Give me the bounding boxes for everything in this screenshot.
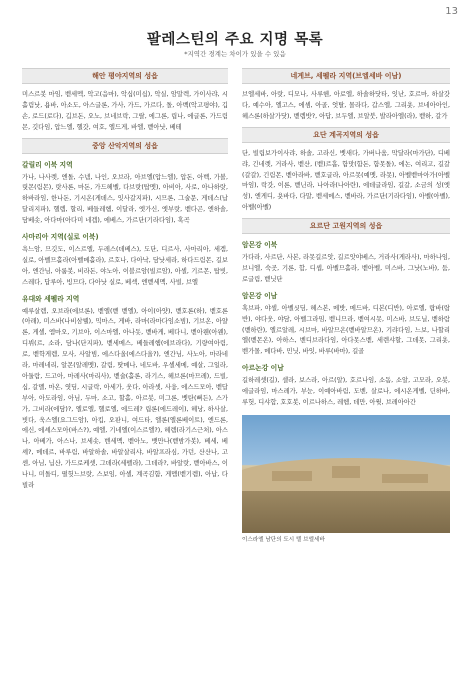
jordan-valley-cities-text: 단, 빌립보가이사랴, 하솔, 고라신, 벳새다, 가버나움, 막달라(마가단), 디베랴, 긴네렛, 거라사, 벧산, (벧)르홉, 함맛(함돈, 함못돌), 에논, 여리고, 길갈(갈갈), 긴림몬, 벧아라바, 벧호글라, 아르못(예멧, 라못), 아벨벧마아가(아벨마임), 락갓, 이론, 벧닌라, 나아라(나아란), 에데글라임, 길갈, 소금의 성(엣성), 엔게디, 욧바다, 다말, 벧세메스, 벧바라, 가르단(기라다임), 아벨(아벨), 아벨(아벨) bbox=[242, 149, 450, 212]
section-heading-coastal: 해안 평야지역의 성읍 bbox=[22, 68, 228, 84]
north-jabbok-cities-text: 가다라, 사르단, 사본, 라못길르앗, 길르앗야베스, 거라사(게라사), 마하나임, 브니엘, 숙곳, 기론, 합, 디셉, 아벨므홀라, 벧아벨, 미스바, 그낫(노바), 둠, 로글림, 벧닛단 bbox=[242, 254, 450, 283]
right-column bbox=[242, 64, 450, 546]
subheading-north-jabbok: 암몬강 이북 bbox=[242, 241, 278, 250]
subheading-judah: 유대와 세펠라 지역 bbox=[22, 294, 80, 303]
title-note: *지역간 경계는 차이가 있을 수 있음 bbox=[184, 50, 286, 58]
subheading-galilee: 갈릴리 이북 지역 bbox=[22, 160, 73, 169]
subheading-south-jabbok: 암몬강 이남 bbox=[242, 291, 278, 300]
section-heading-jordan-valley: 요단 계곡지역의 성읍 bbox=[242, 127, 450, 143]
page-number: 13 bbox=[445, 6, 458, 17]
section-heading-central: 중앙 산악지역의 성읍 bbox=[22, 138, 228, 154]
south-jabbok-cities-text: 혹브파, 야셀, 아벨싯딤, 헤스본, 메밧, 메드바, 디본(디반), 아로엘, 랍바(랍반), 야다웃, 야담, 아벨그라밈, 벧니므라, 벧여시못, 미스바, 브도닐, 벧하람(벧하란), 엘르알레, 시브마, 바알므온(벧바알므온), 기랴다임, 느보, 나할리엘(벧몬온), 아하스, 벤디브라다임, 아다못스벧, 세렌샤할, 그데못, 그리욧, 벤가몰, 메다바, 민닛, 바잇, 바루(바마), 길골 bbox=[242, 304, 450, 356]
left-column bbox=[22, 64, 228, 496]
samaria-cities-text: 욕느암, 므깃도, 이스르엘, 두레스(데베스), 도단, 디르사, 사마리아, 세겜, 실로, 아벨므홀라(아벨메홀라), 르호나, 다아낙, 담낫세라, 하다드림몬, 길보아, 엔간님, 아룸봇, 비라돈, 야노아, 이블르암(빌르암), 아셀, 기르몬, 탑빗, 스레다, 답루아, 빙므다, 다아낫 실로, 베섹, 엔벧세멕, 사빌, 브엘 bbox=[22, 245, 228, 286]
subheading-samaria: 사마리아 지역(실로 이북) bbox=[22, 233, 99, 242]
galilee-cities-text: 가나, 나사렛, 엔돌, 수넴, 나인, 오브라, 아브엘(압느엘), 압돈, 아벡, 가볼, 릿몬(림몬), 랏사론, 마돈, 가드헤벨, 다브랏(탑멧), 아비아, 사로, 아나하랏, 하바라임, 한나돈, 기시온(게데스, 잇사갈지파), 시므론, 그술문, 게데스(납달리지파), 헬렙, 할리, 베들레헴, 이달라, 엣가신, 엣부랏, 벧다곤, 엔하솔, 담베솟, 아다마(아다미 네겝), 에베스, 가르단(기라다임), 혹곡 bbox=[22, 173, 228, 225]
section-heading-negev: 네게브, 세펠라 지역(브엘세바 이남) bbox=[242, 68, 450, 84]
negev-cities-text: 브엘세바, 아랏, 디모나, 사루헨, 아로엘, 하솔하닷타, 잇난, 호르마, 하살갓다, 예수아, 엘고스, 에셈, 아골, 엇탈, 몰라다, 갑스엘, 그리욧, 브네아아인, 헤스론(하살가닷), 벧렙밧?, 아답, 브두엘, 브알붓, 발라아엘(라), 벧하, 갈가 bbox=[242, 91, 450, 120]
tel-beersheba-photo bbox=[242, 415, 450, 533]
section-heading-transjordan: 요르단 고원지역의 성읍 bbox=[242, 218, 450, 234]
south-arnon-cities-text: 길하레셋(길), 셀라, 보스라, 아르(알), 호르나임, 소돔, 소알, 고모라, 오봇, 에글라임, 마스레가, 부눈, 이예아바림, 도벤, 살로나, 에시온게벨, 딘하바, 루헛, 디샤합, 호호봇, 이르나하스, 레헴, 데만, 아윗, 브레아아간 bbox=[242, 377, 450, 406]
photo-caption: 이스라엘 남단의 도시 텔 브엘세바 bbox=[242, 536, 325, 543]
coastal-cities-text: 미스르봇 마임, 벧세멕, 악고(음마), 악십(미십), 악실, 암말렉, 가이사랴, 시홀림낫, 욥바, 아소도, 아스글론, 가사, 가드, 가르다, 돌, 아벡(악고평야), 깁손, 로드(로다), 깁브돈, 오노, 브네브락, 그랄, 에그론, 립나, 에글론, 가드림몬, 깃다임, 압느엘, 헬갓, 여호, 엘드게, 바엘, 벧아낫, 베테 bbox=[22, 91, 228, 131]
subheading-south-arnon: 아르논강 이남 bbox=[242, 364, 284, 373]
judah-cities-text: 예루살렘, 오브라(에브론), 벧엘(벧 벧엘), 아이(아얏), 벧호론(하), 벧호론(아래), 미스바(나비삼웰), 믹마스, 게바, 라마(라마다임소빔), 기브온, 아얄론, 게셀, 엠마오, 기브아, 이스마엘, 아나돗, 벧바게, 베다니, 벧아웬(아웬), 디뷔(르, 소라, 담나(단지파), 벧세메스, 베들레헴(에브라다), 기량여아림, 로, 벧학게렘, 모사, 사알빔, 에스다올(에스다올?), 엔간님, 사노아, 마라네라, 마레네리, 알몬(알레멧), 갈림, 땃메나, 네도바, 우셀세메, 예살, 그일라, 아둘람, 드고아, 마레사(마리사), 벧술(홀론, 라기스, 헤브론(마므레), 드빌, 십, 갈멜, 마온, 엿딤, 시글락, 아세가, 웃다, 아라셋, 사융, 에스드모아, 벧답부아, 아도라임, 아님, 두마, 소고, 할홀, 아르봇, 미그론, 벳탄(뻐든), 스가가, 그비라(에담)?, 엘로엘, 헬로엘, 에드레? 립론(에드레이), 헤낭, 하사살, 빗다, 욱스엘(요그드암), 아킵, 오판니, 여드타, 엘론(엘론베이트), 엔드론, 에신, 에셰스모아(바스?), 예엘, 기네엘(이스르엘?), 헤렘(라기스근처), 아스나, 아베가, 아스나, 브세솟, 벤세멕, 벧아노, 뱃만나(벧밤가봇), 베세, 베셰?, 메데르, 바루림, 바알하솔, 바알살리샤, 바알프라심, 가던, 산산나, 고센, 아님, 닙산, 가드로케셋, 그데라(세펠라), 그데라?, 바알랏, 벧아바스, 이나니, 미돌디, 떨헛느브랏, 스보임, 아셀, 계곡김함, 게멤(벧기렘), 아납, 다빌라 bbox=[22, 307, 228, 489]
page-title: 팔레스틴의 주요 지명 목록 bbox=[146, 32, 324, 48]
